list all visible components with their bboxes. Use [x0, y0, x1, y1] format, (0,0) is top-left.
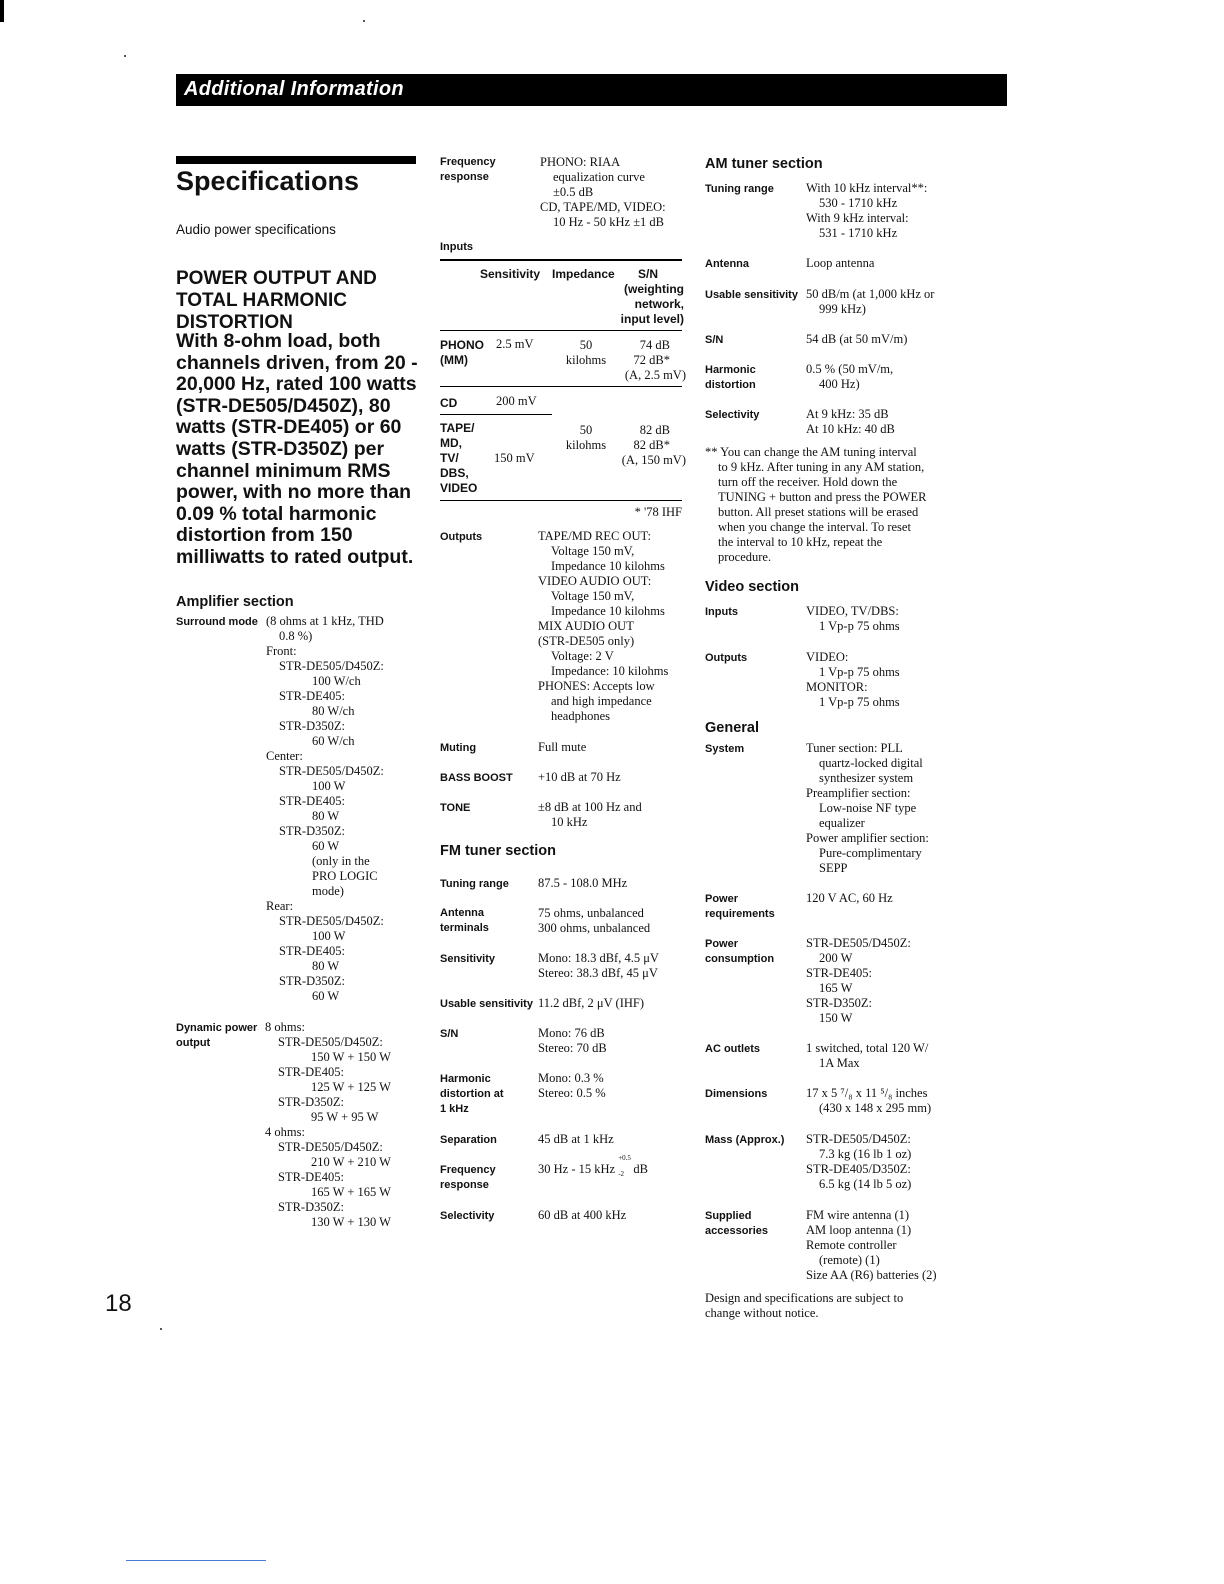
label-line: accessories — [705, 1225, 768, 1237]
table-top-rule — [440, 259, 682, 261]
label-line: Frequency — [440, 1164, 496, 1176]
power-requirements-value: 120 V AC, 60 Hz — [806, 891, 893, 905]
value-line: AM loop antenna (1) — [806, 1223, 912, 1237]
label-line: TAPE/ — [440, 421, 475, 435]
value-line: STR-D350Z: — [279, 719, 345, 733]
fm-sensitivity-label: Sensitivity — [440, 953, 496, 965]
value-line: 50 — [579, 423, 593, 437]
fm-sn-label: S/N — [440, 1028, 459, 1040]
value-line: 95 W + 95 W — [311, 1110, 379, 1124]
label-line: PHONO — [440, 338, 485, 352]
scan-speck — [363, 20, 365, 22]
value-line: STR-DE405: — [279, 944, 345, 958]
value-line: 130 W + 130 W — [311, 1215, 391, 1229]
value-line: 1 switched, total 120 W/ — [806, 1041, 929, 1055]
design-notice — [705, 1291, 903, 1321]
tone-label: TONE — [440, 802, 471, 814]
table-row-rule — [440, 386, 682, 387]
value-line: Mono: 0.3 % — [538, 1071, 604, 1085]
value-line: 60 W — [312, 989, 340, 1003]
header-line: S/N — [637, 267, 658, 281]
value-line: STR-DE505/D450Z: — [279, 764, 384, 778]
value-line: (only in the — [312, 854, 370, 868]
label-line: (MM) — [440, 353, 468, 367]
value-line: PHONES: Accepts low — [538, 679, 655, 693]
note-line: when you change the interval. To reset — [718, 520, 911, 534]
note-line: button. All preset stations will be erased — [718, 505, 919, 519]
value-line: 10 Hz - 50 kHz ±1 dB — [553, 215, 665, 229]
label-line: response — [440, 1179, 489, 1191]
system-label: System — [705, 743, 745, 755]
phono-sn — [600, 338, 686, 383]
value-line: With 10 kHz interval**: — [806, 181, 928, 195]
value-line: 100 W — [312, 929, 346, 943]
video-section-heading: Video section — [705, 579, 800, 595]
row-cd-label: CD — [440, 396, 458, 410]
value-line: 165 W + 165 W — [311, 1185, 391, 1199]
audio-power-subtitle: Audio power specifications — [176, 222, 336, 237]
label-line: DBS, — [440, 466, 469, 480]
power-consumption-label — [705, 937, 774, 967]
value-line: 1 Vp-p 75 ohms — [819, 695, 900, 709]
value-line: With 9 kHz interval: — [806, 211, 909, 225]
value-text: dB — [633, 1162, 648, 1176]
value-line: (A, 150 mV) — [621, 453, 686, 467]
value-line: quartz-locked digital — [819, 756, 923, 770]
power-requirements-label — [705, 892, 775, 922]
tape-sn — [600, 423, 686, 468]
label-line: distortion at — [440, 1088, 504, 1100]
label-line: output — [176, 1037, 211, 1049]
value-line: STR-DE405: — [279, 794, 345, 808]
value-line: headphones — [551, 709, 611, 723]
value-line: Preamplifier section: — [806, 786, 911, 800]
label-line: Power — [705, 893, 739, 905]
value-line: Mono: 76 dB — [538, 1026, 605, 1040]
am-harmonic-value — [806, 362, 893, 392]
value-line: STR-D350Z: — [278, 1200, 344, 1214]
tone-value — [538, 800, 642, 830]
value-line: STR-DE505/D450Z: — [278, 1035, 383, 1049]
scan-speck — [124, 55, 126, 57]
value-line: STR-D350Z: — [278, 1095, 344, 1109]
value-line: Low-noise NF type — [819, 801, 917, 815]
value-line: (STR-DE505 only) — [538, 634, 635, 648]
dimensions-label: Dimensions — [705, 1088, 768, 1100]
value-line: 400 Hz) — [819, 377, 860, 391]
value-line: 1 Vp-p 75 ohms — [819, 665, 900, 679]
value-line: 17 x 5 ⁷/₈ x 11 ⁵/₈ inches — [806, 1086, 928, 1100]
value-line: (remote) (1) — [819, 1253, 880, 1267]
video-outputs-values — [806, 650, 900, 710]
value-line: STR-DE405: — [278, 1170, 344, 1184]
value-line: STR-DE405: — [278, 1065, 344, 1079]
fm-harmonic-value — [538, 1071, 606, 1101]
value-line: 1 Vp-p 75 ohms — [819, 619, 900, 633]
value-line: 82 dB — [639, 423, 670, 437]
header-line: input level) — [620, 312, 684, 326]
value-line: 8 ohms: — [265, 1020, 305, 1034]
col-sensitivity: Sensitivity — [480, 267, 541, 281]
value-line: Impedance: 10 kilohms — [551, 664, 669, 678]
fm-separation-label: Separation — [440, 1134, 497, 1146]
value-line: kilohms — [565, 353, 607, 367]
value-line: 82 dB* — [633, 438, 670, 452]
label-line: distortion — [705, 379, 756, 391]
value-line: 0.8 %) — [279, 629, 313, 643]
fm-frequency-response-label — [440, 1163, 496, 1193]
bass-boost-label: BASS BOOST — [440, 772, 513, 784]
am-antenna-value: Loop antenna — [806, 256, 875, 270]
value-line: ±8 dB at 100 Hz and — [538, 800, 642, 814]
muting-value: Full mute — [538, 740, 587, 754]
value-line: 60 W — [312, 839, 340, 853]
col-sn — [600, 267, 684, 327]
value-line: STR-DE505/D450Z: — [279, 659, 384, 673]
label-line: Harmonic — [705, 364, 756, 376]
value-line: Voltage 150 mV, — [551, 589, 635, 603]
value-line: 6.5 kg (14 lb 5 oz) — [819, 1177, 912, 1191]
value-line: 210 W + 210 W — [311, 1155, 391, 1169]
video-outputs-label: Outputs — [705, 652, 748, 664]
value-line: TAPE/MD REC OUT: — [538, 529, 651, 543]
note-line: to 9 kHz. After tuning in any AM station, — [718, 460, 925, 474]
label-line: response — [440, 171, 489, 183]
am-interval-note — [705, 445, 965, 565]
value-line: mode) — [312, 884, 344, 898]
dynamic-power-label — [176, 1021, 266, 1051]
fm-usable-sensitivity-label: Usable sensitivity — [440, 998, 533, 1010]
col-impedance: Impedance — [552, 267, 615, 281]
note-line: procedure. — [718, 550, 772, 564]
phono-sensitivity: 2.5 mV — [496, 337, 534, 351]
value-line: VIDEO AUDIO OUT: — [538, 574, 652, 588]
title-rule — [176, 156, 416, 164]
value-line: Voltage: 2 V — [551, 649, 614, 663]
value-line: Front: — [266, 644, 297, 658]
am-tuner-heading: AM tuner section — [705, 156, 823, 172]
value-line: PRO LOGIC — [312, 869, 378, 883]
value-line: (8 ohms at 1 kHz, THD — [266, 614, 384, 628]
value-line: SEPP — [819, 861, 848, 875]
value-line: STR-D350Z: — [279, 824, 345, 838]
value-line: 100 W — [312, 779, 346, 793]
mass-label: Mass (Approx.) — [705, 1134, 785, 1146]
fm-separation-value: 45 dB at 1 kHz — [538, 1132, 614, 1146]
value-line: STR-DE405: — [806, 966, 872, 980]
value-line: 80 W/ch — [312, 704, 355, 718]
value-line: MIX AUDIO OUT — [538, 619, 634, 633]
fm-frequency-response-value — [538, 1154, 648, 1178]
value-line: 530 - 1710 kHz — [819, 196, 898, 210]
value-line: Center: — [266, 749, 303, 763]
am-tuning-range-label: Tuning range — [705, 183, 774, 195]
value-line: 50 dB/m (at 1,000 kHz or — [806, 287, 935, 301]
label-line: 1 kHz — [440, 1103, 469, 1115]
value-line: (430 x 148 x 295 mm) — [819, 1101, 932, 1115]
value-line: 74 dB — [639, 338, 670, 352]
value-line: 100 W/ch — [312, 674, 361, 688]
label-line: Frequency — [440, 156, 496, 168]
value-line: Stereo: 38.3 dBf, 45 μV — [538, 966, 658, 980]
value-line: 0.5 % (50 mV/m, — [806, 362, 894, 376]
fm-harmonic-label — [440, 1072, 504, 1117]
bottom-rule — [126, 1560, 266, 1561]
am-usable-sensitivity-value — [806, 287, 934, 317]
value-line: Pure-complimentary — [819, 846, 922, 860]
am-sn-value: 54 dB (at 50 mV/m) — [806, 332, 908, 346]
value-line: 7.3 kg (16 lb 1 oz) — [819, 1147, 912, 1161]
value-line: 4 ohms: — [265, 1125, 305, 1139]
value-line: MONITOR: — [806, 680, 868, 694]
page-title: Specifications — [176, 166, 360, 196]
system-values — [806, 741, 929, 876]
row-tape-label — [440, 421, 477, 496]
am-antenna-label: Antenna — [705, 258, 749, 270]
general-heading: General — [705, 720, 759, 736]
value-line: Remote controller — [806, 1238, 897, 1252]
power-output-heading: POWER OUTPUT AND TOTAL HARMONIC DISTORTION — [176, 268, 377, 333]
outputs-values — [538, 529, 668, 724]
bass-boost-value: +10 dB at 70 Hz — [538, 770, 621, 784]
value-line: 10 kHz — [551, 815, 588, 829]
value-line: equalization curve — [553, 170, 645, 184]
value-line: kilohms — [565, 438, 607, 452]
value-line: and high impedance — [551, 694, 652, 708]
value-line: (A, 2.5 mV) — [624, 368, 686, 382]
value-line: 80 W — [312, 809, 340, 823]
am-tuning-range-values — [806, 181, 927, 241]
tolerance-plus: +0.5 — [618, 1154, 631, 1162]
label-line: requirements — [705, 908, 775, 920]
cd-sensitivity: 200 mV — [496, 394, 537, 408]
dynamic-power-values — [265, 1020, 435, 1230]
frequency-response-values — [540, 155, 666, 230]
tape-sensitivity: 150 mV — [494, 451, 535, 465]
fm-tuning-range-label: Tuning range — [440, 878, 509, 890]
supplied-accessories-values — [806, 1208, 937, 1283]
label-line: Dynamic power — [176, 1022, 258, 1034]
label-line: Harmonic — [440, 1073, 491, 1085]
value-line: At 9 kHz: 35 dB — [806, 407, 889, 421]
fm-tuner-heading: FM tuner section — [440, 843, 557, 859]
value-line: 200 W — [819, 951, 853, 965]
value-line: Rear: — [266, 899, 294, 913]
value-line: Mono: 18.3 dBf, 4.5 μV — [538, 951, 659, 965]
value-line: Stereo: 0.5 % — [538, 1086, 606, 1100]
value-line: ±0.5 dB — [553, 185, 594, 199]
fm-selectivity-value: 60 dB at 400 kHz — [538, 1208, 627, 1222]
label-line: Supplied — [705, 1210, 752, 1222]
row-phono-label — [440, 338, 484, 368]
fm-antenna-label — [440, 906, 489, 936]
value-line: 75 ohms, unbalanced — [538, 906, 644, 920]
table-header-rule — [440, 330, 682, 331]
outputs-label: Outputs — [440, 531, 483, 543]
value-line: 150 W + 150 W — [311, 1050, 391, 1064]
note-line: ** You can change the AM tuning interval — [705, 445, 917, 459]
note-line: TUNING + button and press the POWER — [718, 490, 927, 504]
label-line: Power — [705, 938, 739, 950]
mass-values — [806, 1132, 911, 1192]
label-line: MD, — [440, 436, 462, 450]
header-line: network, — [634, 297, 684, 311]
scan-speck — [160, 1328, 162, 1330]
value-line: equalizer — [819, 816, 865, 830]
value-line: At 10 kHz: 40 dB — [806, 422, 895, 436]
surround-mode-label: Surround mode — [176, 616, 258, 628]
value-line: STR-DE505/D450Z: — [279, 914, 384, 928]
value-line: VIDEO: — [806, 650, 849, 664]
page-edge-mark — [0, 0, 4, 22]
label-line: terminals — [440, 922, 489, 934]
inputs-label: Inputs — [440, 241, 473, 253]
section-header-title: Additional Information — [184, 78, 404, 100]
value-line: STR-DE405/D350Z: — [806, 1162, 911, 1176]
value-line: 80 W — [312, 959, 340, 973]
power-consumption-values — [806, 936, 911, 1026]
value-line: Stereo: 70 dB — [538, 1041, 607, 1055]
label-line: TV/ — [440, 451, 459, 465]
value-line: synthesizer system — [819, 771, 914, 785]
value-line: 300 ohms, unbalanced — [538, 921, 651, 935]
power-output-statement: With 8-ohm load, both channels driven, from 20 - 20,000 Hz, rated 100 watts (STR-DE505/D450Z), 80 watts (STR-DE405) or 60 watts (STR-D350Z) per channel minimum RMS power, with no more than 0.09 % total harmonic distortion from 150 milliwatts to rated output. — [176, 330, 418, 568]
value-line: STR-D350Z: — [279, 974, 345, 988]
value-line: 72 dB* — [633, 353, 670, 367]
dimensions-value — [806, 1086, 931, 1116]
value-line: STR-DE505/D450Z: — [806, 1132, 911, 1146]
fm-sn-value — [538, 1026, 607, 1056]
value-line: 165 W — [819, 981, 853, 995]
surround-mode-values — [266, 614, 436, 1004]
am-selectivity-value — [806, 407, 895, 437]
value-line: STR-DE505/D450Z: — [806, 936, 911, 950]
value-line: STR-DE505/D450Z: — [278, 1140, 383, 1154]
tolerance-stack — [618, 1154, 631, 1178]
note-line: Design and specifications are subject to — [705, 1291, 904, 1305]
note-line: turn off the receiver. Hold down the — [718, 475, 898, 489]
table-footnote: * '78 IHF — [634, 505, 682, 519]
table-row-rule — [440, 414, 552, 415]
fm-tuning-range-value: 87.5 - 108.0 MHz — [538, 876, 628, 890]
label-line: consumption — [705, 953, 775, 965]
value-line: 60 W/ch — [312, 734, 355, 748]
value-line: FM wire antenna (1) — [806, 1208, 910, 1222]
value-line: Impedance 10 kilohms — [551, 604, 665, 618]
value-line: VIDEO, TV/DBS: — [806, 604, 899, 618]
page-number: 18 — [105, 1290, 132, 1317]
ac-outlets-label: AC outlets — [705, 1043, 760, 1055]
am-sn-label: S/N — [705, 334, 724, 346]
muting-label: Muting — [440, 742, 477, 754]
label-line: VIDEO — [440, 481, 478, 495]
note-line: the interval to 10 kHz, repeat the — [718, 535, 883, 549]
header-line: (weighting — [624, 282, 684, 296]
fm-usable-sensitivity-value: 11.2 dBf, 2 μV (IHF) — [538, 996, 645, 1010]
label-line: Antenna — [440, 907, 484, 919]
note-line: change without notice. — [705, 1306, 819, 1320]
fm-selectivity-label: Selectivity — [440, 1210, 495, 1222]
value-line: Impedance 10 kilohms — [551, 559, 665, 573]
am-selectivity-label: Selectivity — [705, 409, 760, 421]
value-line: CD, TAPE/MD, VIDEO: — [540, 200, 666, 214]
table-bottom-rule — [440, 500, 682, 501]
fm-sensitivity-value — [538, 951, 659, 981]
value-line: Size AA (R6) batteries (2) — [806, 1268, 937, 1282]
value-line: 50 — [579, 338, 593, 352]
value-line: Voltage 150 mV, — [551, 544, 635, 558]
video-inputs-label: Inputs — [705, 606, 738, 618]
tolerance-minus: -2 — [618, 1170, 625, 1178]
amplifier-section-heading: Amplifier section — [176, 594, 294, 610]
value-line: STR-DE405: — [279, 689, 345, 703]
am-usable-sensitivity-label: Usable sensitivity — [705, 289, 798, 301]
supplied-accessories-label — [705, 1209, 768, 1239]
video-inputs-value — [806, 604, 900, 634]
value-line: STR-D350Z: — [806, 996, 872, 1010]
value-text: 30 Hz - 15 kHz — [538, 1162, 616, 1176]
value-line: PHONO: RIAA — [540, 155, 621, 169]
value-line: 150 W — [819, 1011, 853, 1025]
value-line: 125 W + 125 W — [311, 1080, 391, 1094]
am-harmonic-label — [705, 363, 756, 393]
value-line: Power amplifier section: — [806, 831, 929, 845]
value-line: Tuner section: PLL — [806, 741, 903, 755]
value-line: 531 - 1710 kHz — [819, 226, 898, 240]
fm-antenna-value — [538, 906, 650, 936]
value-line: 1A Max — [819, 1056, 860, 1070]
frequency-response-label — [440, 155, 496, 185]
ac-outlets-value — [806, 1041, 928, 1071]
value-line: 999 kHz) — [819, 302, 866, 316]
